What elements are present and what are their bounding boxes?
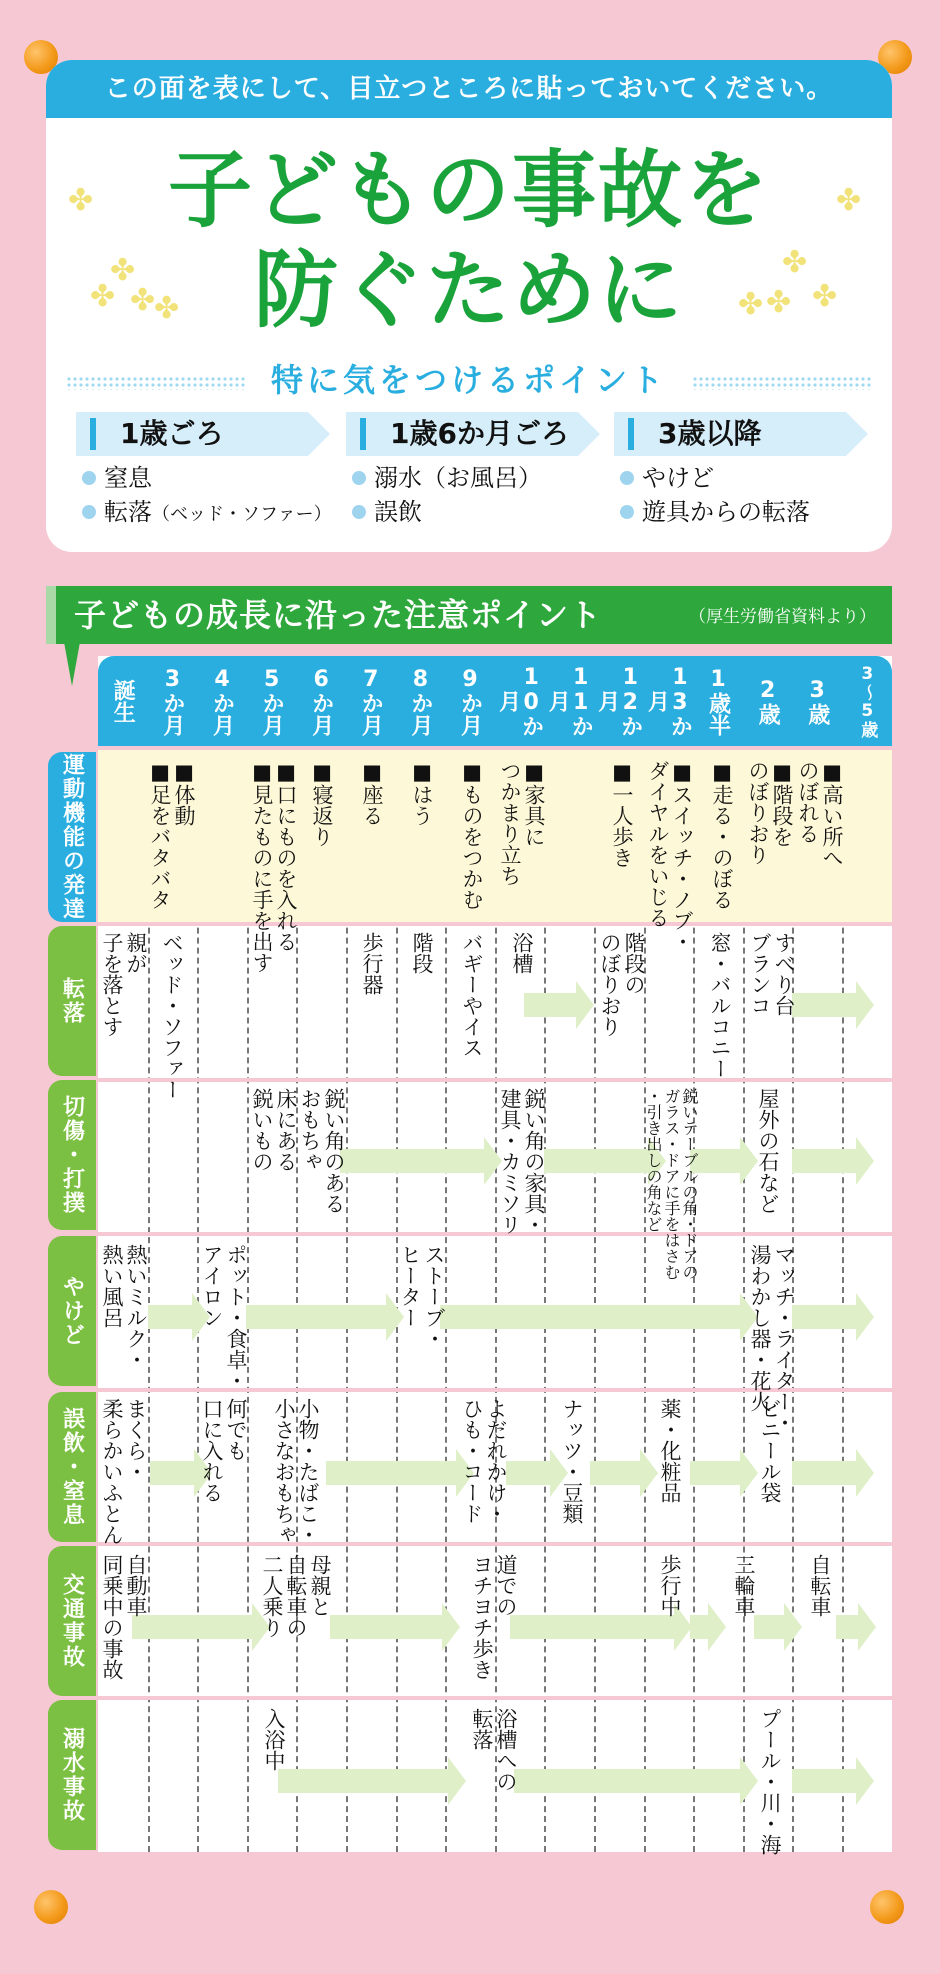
traffic-birth: 自動車 同乗中の事故 [100, 1554, 148, 1680]
burn-arrow [148, 1305, 192, 1329]
traffic-1y6m: 三輪車 [732, 1554, 756, 1617]
top-card [46, 60, 892, 552]
cut-arrow [340, 1149, 484, 1173]
burn-arrow [246, 1305, 386, 1329]
drown-9m: 浴槽への 転落 [470, 1708, 518, 1792]
motor-12m: ■一人歩き [610, 760, 634, 868]
choke-arrow [690, 1461, 740, 1485]
page-title-line1: 子どもの事故を [167, 141, 770, 239]
motor-5m: ■口にものを入れる ■見たものに手を出す [250, 760, 298, 973]
age-heading-1yr6m: 1歳6か月ごろ [346, 412, 578, 456]
age-heading-1yr: 1歳ごろ [76, 412, 308, 456]
choke-5m: 小物・たばこ・ 小さなおもちゃ [272, 1398, 320, 1545]
page-title-line2: 防ぐために [253, 241, 684, 339]
pin-bottom-left [34, 1890, 68, 1924]
traffic-9m: 道での ヨチヨチ歩き [470, 1554, 518, 1680]
point-item: 窒息 [82, 460, 152, 496]
choke-9m: よだれかけ・ ひも・コード [460, 1398, 508, 1524]
sparkle-icon: ✤ [766, 285, 792, 320]
sparkle-icon: ✤ [154, 291, 180, 326]
drown-2y: プール・川・海 [758, 1708, 782, 1855]
motor-8m: ■はう [410, 760, 434, 826]
traffic-5m: 母親と 自転車の 二人乗り [260, 1554, 332, 1638]
section-source: （厚生労働省資料より） [689, 607, 876, 627]
sparkle-icon: ✤ [68, 183, 94, 218]
traffic-arrow [132, 1615, 252, 1639]
row-label-choke: 誤飲・窒息 [48, 1392, 96, 1542]
column-header: 3〜5歳 [857, 664, 878, 738]
motor-6m: ■寝返り [310, 760, 334, 847]
row-divider [98, 1232, 892, 1236]
traffic-arrow [690, 1615, 708, 1639]
choke-11m: ナッツ・豆類 [560, 1398, 584, 1524]
drown-arrow [514, 1769, 740, 1793]
column-header: 5か月 [259, 666, 285, 736]
drown-arrow [792, 1769, 856, 1793]
choke-4m: 何でも 口に入れる [200, 1398, 248, 1503]
motor-9m: ■ものをつかむ [460, 760, 484, 910]
fall-3m: ベッド・ソファー [160, 932, 184, 1100]
burn-2y: マッチ・ライター・ 湯わかし器・花火 [748, 1244, 796, 1433]
fall-2y: すべり台 ブランコ [748, 932, 796, 1016]
column-header: 誕生 [110, 679, 136, 723]
point-item: やけど [620, 460, 714, 496]
burn-arrow [440, 1305, 740, 1329]
fall-9m: バギーやイス [460, 932, 484, 1058]
burn-8m: ストーブ・ ヒーター [398, 1244, 446, 1349]
fall-7m: 歩行器 [360, 932, 384, 995]
row-label-drown: 溺水事故 [48, 1700, 96, 1850]
choke-arrow [792, 1461, 856, 1485]
age-heading-3yr: 3歳以降 [614, 412, 846, 456]
point-item: 溺水（お風呂） [352, 460, 542, 496]
row-divider [98, 1078, 892, 1082]
row-divider [98, 1542, 892, 1546]
cut-5m: 床にある 鋭いもの [250, 1088, 298, 1172]
choke-arrow [150, 1461, 194, 1485]
burn-arrow [792, 1305, 856, 1329]
special-points-heading: 特に気をつけるポイント [270, 361, 667, 399]
choke-arrow [506, 1461, 550, 1485]
column-header: 6か月 [308, 666, 334, 736]
fall-1y6m: 窓・バルコニー [708, 932, 732, 1079]
choke-13m: 薬・化粧品 [658, 1398, 682, 1503]
sparkle-icon: ✤ [782, 245, 808, 280]
motor-1y6m: ■走る・のぼる [710, 760, 734, 910]
point-item: 転落（ベッド・ソファー） [82, 494, 332, 533]
column-header: 1歳半 [705, 666, 731, 736]
motor-3m: ■体動 ■足をバタバタ [148, 760, 196, 910]
burn-4m: ポット・食卓・ アイロン [200, 1244, 248, 1391]
motor-3y: ■高い所へ のぼれる [796, 760, 844, 868]
row-label-traffic: 交通事故 [48, 1546, 96, 1696]
traffic-arrow [510, 1615, 674, 1639]
sparkle-icon: ✤ [812, 279, 838, 314]
cut-10m: 鋭い角の家具・ 建具・カミソリ [498, 1088, 546, 1235]
row-divider [98, 1696, 892, 1700]
burn-birth: 熱いミルク・ 熱い風呂 [100, 1244, 148, 1370]
motor-10m: ■家具に つかまり立ち [498, 760, 546, 886]
motor-2y: ■階段を のぼりおり [746, 760, 794, 865]
cut-arrow [792, 1149, 856, 1173]
point-item: 遊具からの転落 [620, 494, 810, 530]
sparkle-icon: ✤ [836, 183, 862, 218]
traffic-arrow [330, 1615, 442, 1639]
column-header: 9か月 [457, 666, 483, 736]
cut-13m: 鋭いテーブルの角・ドアの ガラス・ドアに手をはさむ ・引き出しの角など [644, 1088, 699, 1280]
column-header: 3歳 [804, 677, 830, 725]
section-title-bar [46, 586, 892, 644]
sparkle-icon: ✤ [90, 279, 116, 314]
traffic-arrow [836, 1615, 858, 1639]
fall-8m: 階段 [410, 932, 434, 974]
column-header: 12か月 [594, 665, 643, 737]
pin-bottom-right [870, 1890, 904, 1924]
posting-notice: この面を表にして、目立つところに貼っておいてください。 [46, 60, 892, 118]
column-header: 13か月 [644, 665, 693, 737]
cut-6m: 鋭い角のある おもちゃ [298, 1088, 346, 1214]
column-header: 10か月 [495, 665, 544, 737]
row-label-cut: 切傷・打撲 [48, 1080, 96, 1230]
column-header: 3か月 [159, 666, 185, 736]
column-header: 8か月 [407, 666, 433, 736]
column-header: 2歳 [755, 677, 781, 725]
sparkle-icon: ✤ [738, 287, 764, 322]
section-title: 子どもの成長に沿った注意ポイント [74, 596, 603, 634]
row-divider [98, 922, 892, 926]
choke-arrow [326, 1461, 456, 1485]
fall-10m: 浴槽 [510, 932, 534, 974]
drown-arrow [278, 1769, 448, 1793]
traffic-arrow [754, 1615, 784, 1639]
point-item: 誤飲 [352, 494, 422, 530]
motor-7m: ■座る [360, 760, 384, 826]
column-header: 4か月 [209, 666, 235, 736]
column-header: 7か月 [358, 666, 384, 736]
cut-2y: 屋外の石など [756, 1088, 780, 1214]
choke-2y: ビニール袋 [758, 1398, 782, 1503]
fall-arrow [792, 993, 856, 1017]
row-label-burn: やけど [48, 1236, 96, 1386]
drown-5m: 入浴中 [262, 1708, 286, 1771]
traffic-13m: 歩行中 [658, 1554, 682, 1617]
row-label-fall: 転落 [48, 926, 96, 1076]
column-header: 11か月 [545, 665, 594, 737]
fall-12m: 階段の のぼりおり [598, 932, 646, 1037]
fall-birth: 親が 子を落とす [100, 932, 148, 1037]
cut-arrow [544, 1149, 648, 1173]
row-label-motor: 運動機能の発達 [48, 752, 96, 922]
choke-arrow [590, 1461, 640, 1485]
sparkle-icon: ✤ [110, 253, 136, 288]
fall-arrow [524, 993, 576, 1017]
sparkle-icon: ✤ [130, 283, 156, 318]
motor-13m: ■スイッチ・ノブ・ ダイヤルをいじる [646, 760, 694, 952]
traffic-3y: 自転車 [808, 1554, 832, 1617]
choke-birth: まくら・ 柔らかいふとん [100, 1398, 148, 1545]
section-title-tail [64, 642, 80, 686]
